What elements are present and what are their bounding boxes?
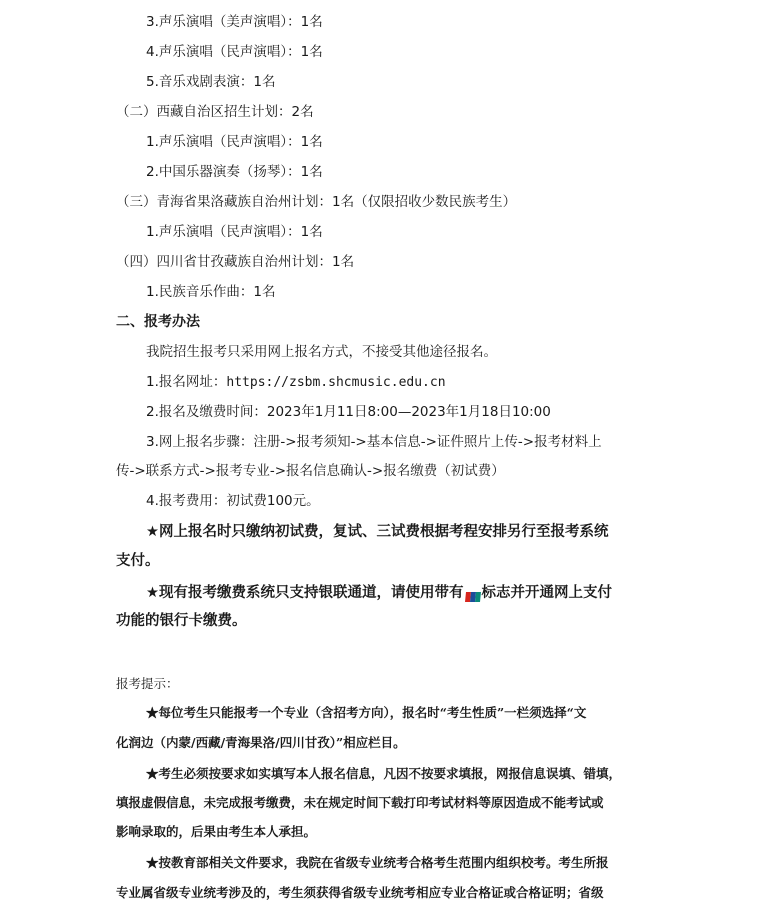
- registration-steps-line1: 3.网上报名步骤：注册->报考须知->基本信息->证件照片上传->报考材料上: [146, 434, 602, 450]
- notice-unionpay-line1: [146, 583, 612, 603]
- tip-accurate-info-line1: ★考生必须按要求如实填写本人报名信息，凡因不按要求填报，网报信息误填、错填，: [146, 766, 622, 781]
- registration-url-label: 1.报名网址：: [146, 374, 227, 390]
- plan-line-ganzi-composition: 1.民族音乐作曲：1名: [146, 284, 276, 300]
- notice-fee-line1: ★网上报名时只缴纳初试费，复试、三试费根据考程安排另行至报考系统: [146, 524, 609, 540]
- notice-fee-line2: 支付。: [116, 553, 160, 569]
- registration-url-line: [146, 372, 446, 393]
- plan-line-mongolia-folk-vocal: 4.声乐演唱（民声演唱）：1名: [146, 44, 323, 60]
- plan-line-tibet-yangqin: 2.中国乐器演奏（扬琴）：1名: [146, 164, 323, 180]
- plan-line-mongolia-bel-canto: 3.声乐演唱（美声演唱）：1名: [146, 14, 323, 30]
- plan-section-tibet: （二）西藏自治区招生计划：2名: [116, 104, 314, 120]
- notice-unionpay-line2: 功能的银行卡缴费。: [116, 613, 247, 629]
- registration-fee: 4.报考费用：初试费100元。: [146, 493, 320, 509]
- registration-time: 2.报名及缴费时间：2023年1月11日8:00—2023年1月18日10:00: [146, 404, 551, 420]
- tip-provincial-exam-line1: ★按教育部相关文件要求，我院在省级专业统考合格考生范围内组织校考。考生所报: [146, 855, 609, 870]
- registration-steps-line2: 传->联系方式->报考专业->报名信息确认->报名缴费（初试费）: [116, 463, 505, 479]
- unionpay-logo-icon: [465, 588, 481, 598]
- plan-line-guoluo-folk-vocal: 1.声乐演唱（民声演唱）：1名: [146, 224, 323, 240]
- notice-unionpay-text-b: 标志并开通网上支付: [481, 585, 612, 601]
- tip-accurate-info-line3: 影响录取的，后果由考生本人承担。: [116, 824, 317, 839]
- section-heading-registration: 二、报考办法: [116, 314, 200, 330]
- registration-url-link[interactable]: https://zsbm.shcmusic.edu.cn: [226, 375, 446, 390]
- notice-unionpay-text-a: ★现有报考缴费系统只支持银联通道，请使用带有: [146, 585, 464, 601]
- plan-line-tibet-folk-vocal: 1.声乐演唱（民声演唱）：1名: [146, 134, 323, 150]
- tips-title: 报考提示：: [116, 676, 179, 691]
- tip-provincial-exam-line2: 专业属省级专业统考涉及的，考生须获得省级专业统考相应专业合格证或合格证明；省级: [116, 885, 604, 900]
- tip-one-major-line1: ★每位考生只能报考一个专业（含招考方向），报名时“考生性质”一栏须选择“文: [146, 705, 587, 720]
- plan-line-mongolia-music-drama: 5.音乐戏剧表演：1名: [146, 74, 276, 90]
- registration-intro: 我院招生报考只采用网上报名方式，不接受其他途径报名。: [146, 344, 497, 360]
- plan-section-qinghai-guoluo: （三）青海省果洛藏族自治州计划：1名（仅限招收少数民族考生）: [116, 194, 517, 210]
- tip-one-major-line2: 化润边（内蒙/西藏/青海果洛/四川甘孜）”相应栏目。: [116, 735, 406, 750]
- plan-section-sichuan-ganzi: （四）四川省甘孜藏族自治州计划：1名: [116, 254, 355, 270]
- tip-accurate-info-line2: 填报虚假信息，未完成报考缴费，未在规定时间下载打印考试材料等原因造成不能考试或: [116, 795, 604, 810]
